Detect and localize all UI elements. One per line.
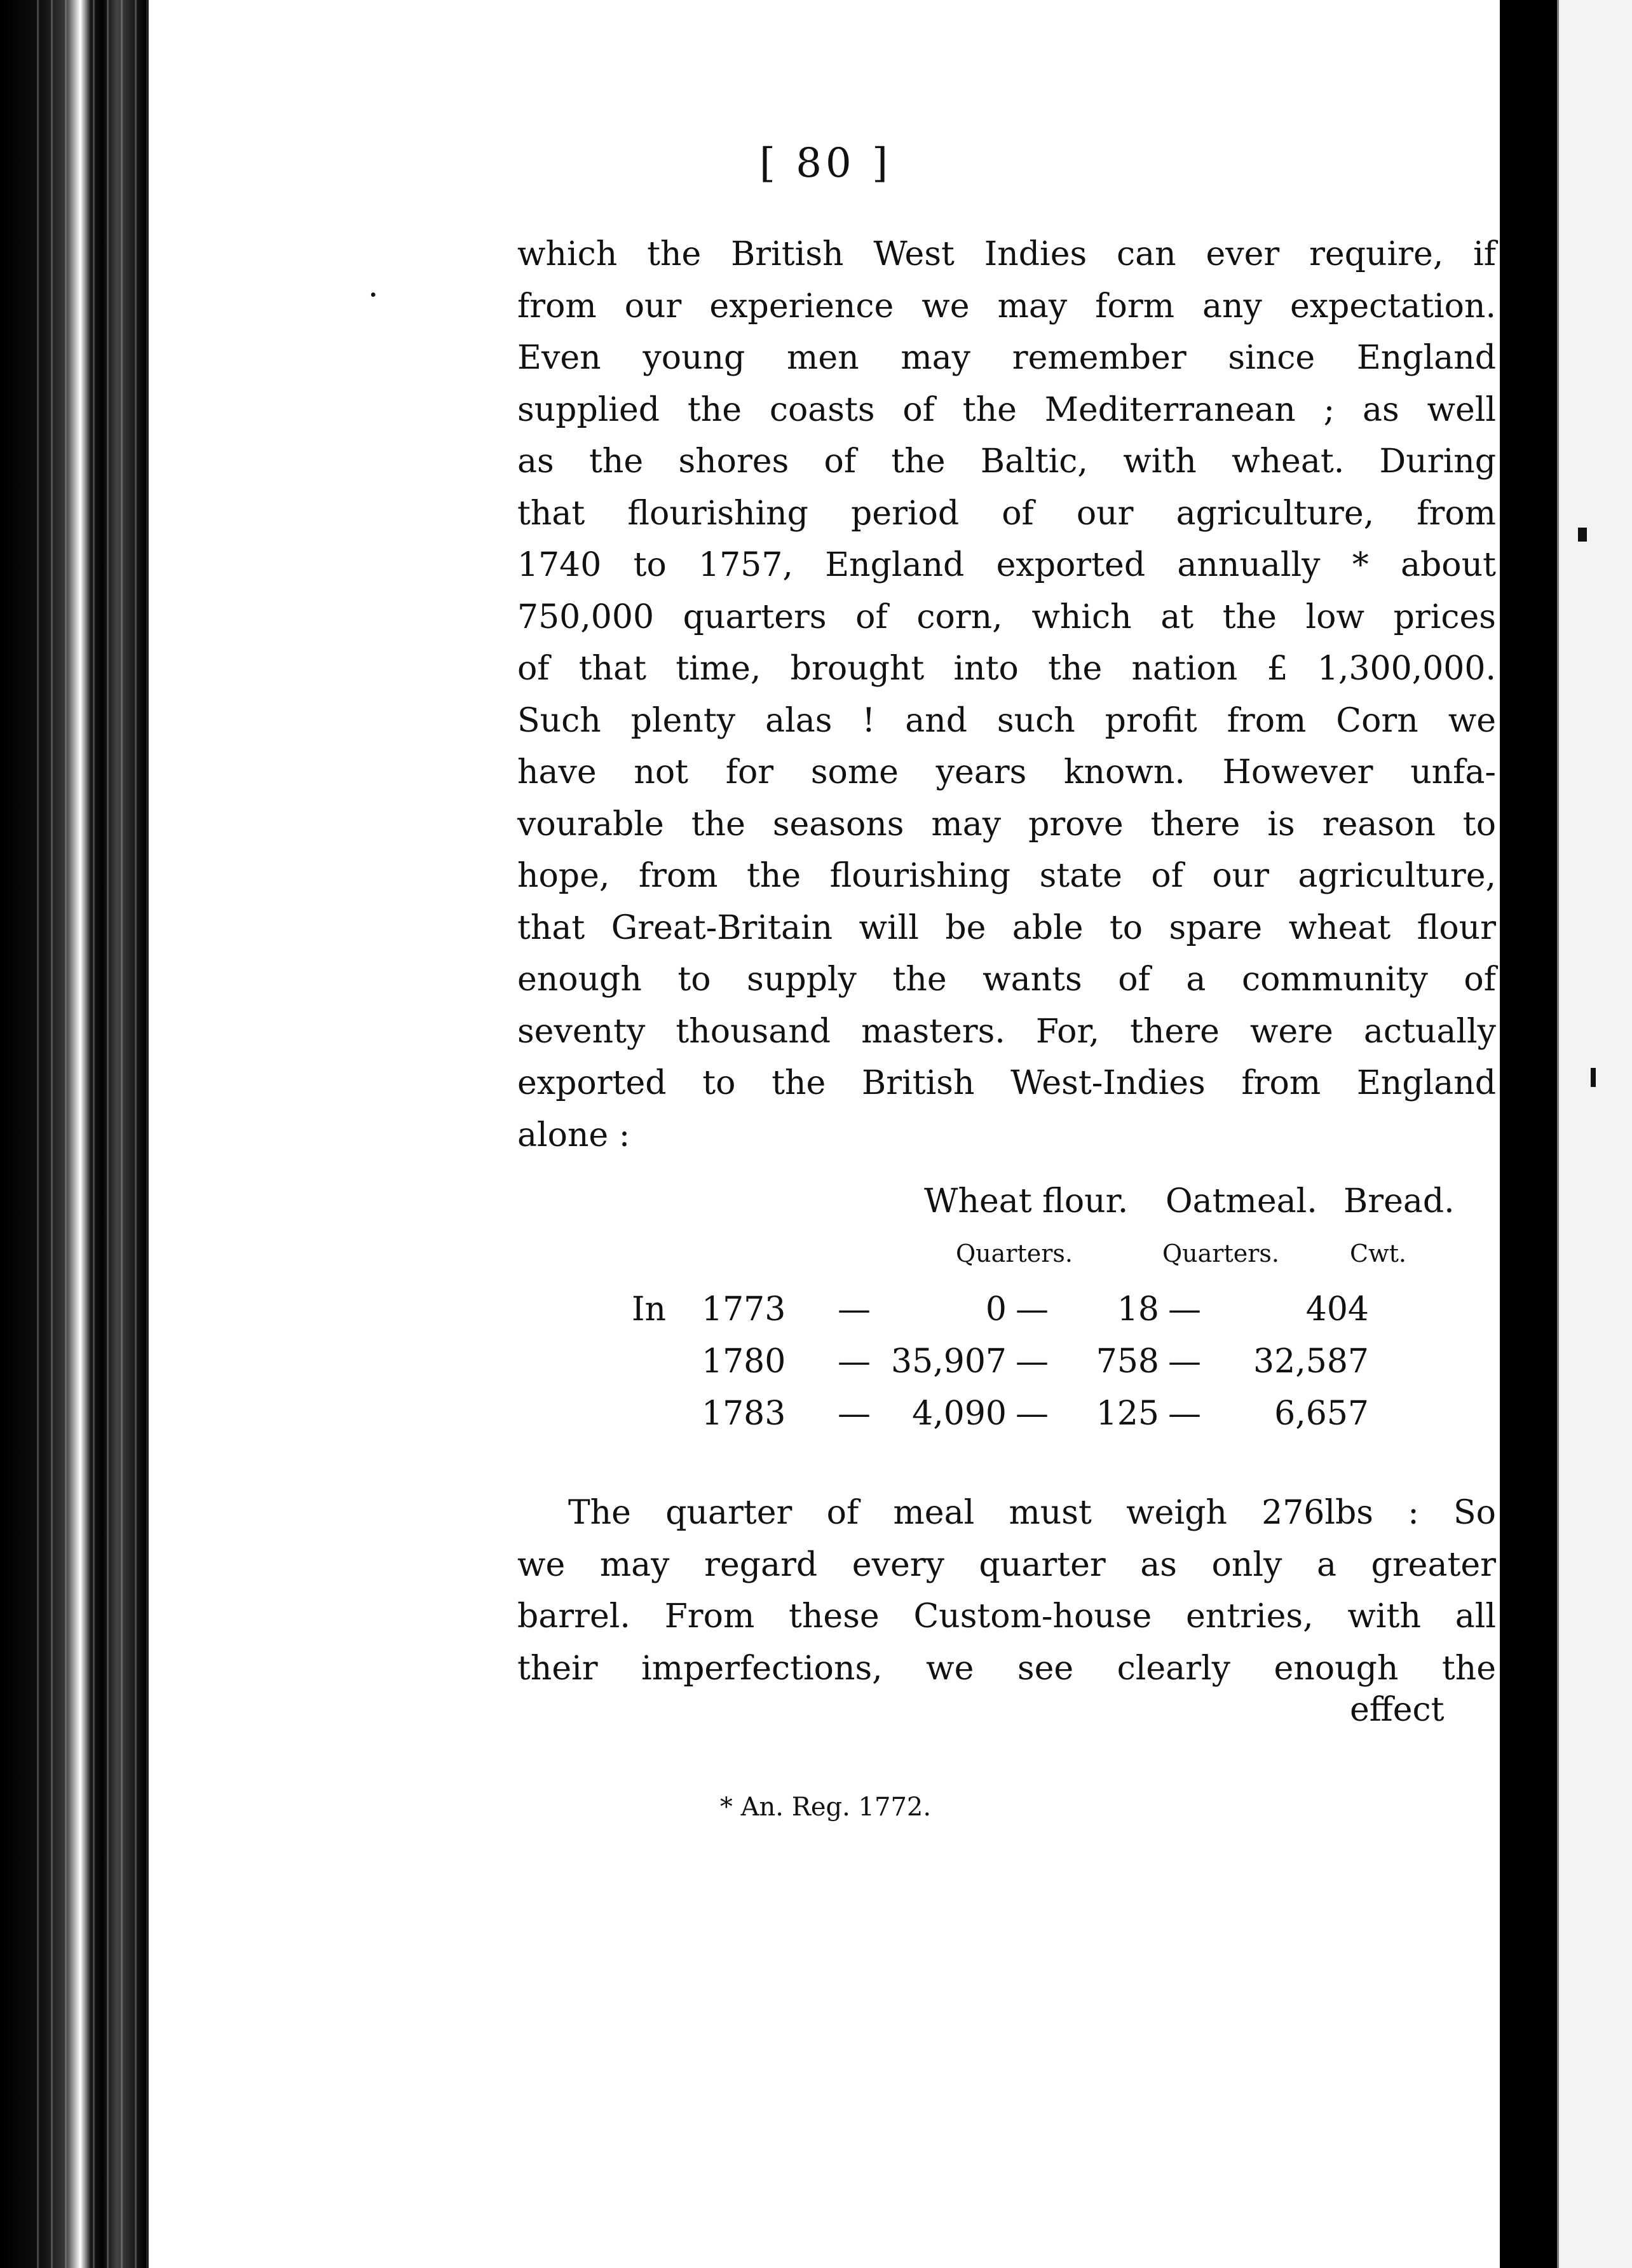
text-line: barrel. From these Custom-house entries, with all	[517, 1597, 1496, 1636]
dash: —	[1016, 1290, 1049, 1329]
footnote: * An. Reg. 1772.	[719, 1793, 932, 1822]
unit-bread: Cwt.	[1350, 1240, 1406, 1267]
header-oatmeal: Oatmeal.	[1166, 1182, 1317, 1220]
export-table	[632, 1182, 1458, 1447]
text-line: as the shores of the Baltic, with wheat. During	[517, 442, 1496, 481]
table-units-row	[632, 1240, 1458, 1290]
text-line: seventy thousand masters. For, there were actually	[517, 1012, 1496, 1051]
text-line: 750,000 quarters of corn, which at the low prices	[517, 598, 1496, 636]
body-text-continued	[517, 1487, 1496, 1695]
text-line: that Great-Britain will be able to spare wheat flour	[517, 908, 1496, 947]
cell-wheat: 0	[985, 1290, 1007, 1329]
book-page	[146, 0, 1502, 2268]
cell-bread: 404	[1305, 1290, 1369, 1329]
text-line: vourable the seasons may prove there is reason to	[517, 805, 1496, 844]
text-line: which the British West Indies can ever require, if	[517, 235, 1496, 273]
right-shadow-band	[1500, 0, 1557, 2268]
row-year: 1773	[702, 1290, 786, 1329]
text-line: Such plenty alas ! and such profit from Corn we	[517, 701, 1496, 740]
dash: —	[1168, 1395, 1201, 1433]
cell-wheat: 35,907	[891, 1342, 1007, 1381]
text-line: exported to the British West-Indies from England	[517, 1064, 1496, 1102]
dash: —	[838, 1395, 871, 1433]
dash: —	[1016, 1395, 1049, 1433]
cell-bread: 6,657	[1274, 1395, 1369, 1433]
text-line: hope, from the flourishing state of our agriculture,	[517, 857, 1496, 895]
cell-bread: 32,587	[1253, 1342, 1369, 1381]
table-row	[632, 1395, 1458, 1447]
dash: —	[1168, 1342, 1201, 1381]
header-wheat-flour: Wheat flour.	[924, 1182, 1129, 1220]
text-line: their imperfections, we see clearly enough the	[517, 1649, 1496, 1688]
unit-oat: Quarters.	[1162, 1240, 1279, 1267]
margin-mark: ·	[368, 277, 379, 315]
dash: —	[1168, 1290, 1201, 1329]
text-line: enough to supply the wants of a community of	[517, 960, 1496, 999]
text-line: supplied the coasts of the Mediterranean ; as well	[517, 390, 1496, 429]
table-header-row	[632, 1182, 1458, 1240]
cell-oat: 125	[1096, 1395, 1159, 1433]
text-line: have not for some years known. However unfa-	[517, 753, 1496, 791]
table-row	[632, 1342, 1458, 1395]
body-text	[517, 229, 1496, 1161]
edge-mark	[1578, 528, 1587, 542]
row-label: In	[632, 1290, 667, 1329]
dash: —	[1016, 1342, 1049, 1381]
text-line: alone :	[517, 1116, 630, 1154]
dash: —	[838, 1342, 871, 1381]
page-number: [ 80 ]	[759, 140, 892, 187]
text-line: Even young men may remember since England	[517, 339, 1496, 377]
header-bread: Bread.	[1343, 1182, 1455, 1220]
row-year: 1783	[702, 1395, 786, 1433]
text-line: from our experience we may form any expectation.	[517, 287, 1496, 325]
cell-wheat: 4,090	[912, 1395, 1007, 1433]
unit-wheat: Quarters.	[956, 1240, 1073, 1267]
row-year: 1780	[702, 1342, 786, 1381]
next-page-edge	[1557, 0, 1632, 2268]
catchword: effect	[1350, 1691, 1445, 1729]
spine-texture	[25, 0, 146, 2268]
text-line: we may regard every quarter as only a greater	[517, 1545, 1496, 1584]
text-line: that flourishing period of our agriculture, from	[517, 494, 1496, 533]
table-row	[632, 1290, 1458, 1342]
cell-oat: 758	[1096, 1342, 1159, 1381]
cell-oat: 18	[1117, 1290, 1159, 1329]
dash: —	[838, 1290, 871, 1329]
text-line: of that time, brought into the nation £ 1,300,000.	[517, 650, 1496, 688]
edge-mark	[1591, 1068, 1596, 1087]
text-line: 1740 to 1757, England exported annually * about	[517, 546, 1496, 584]
text-line: The quarter of meal must weigh 276lbs : So	[568, 1494, 1496, 1532]
